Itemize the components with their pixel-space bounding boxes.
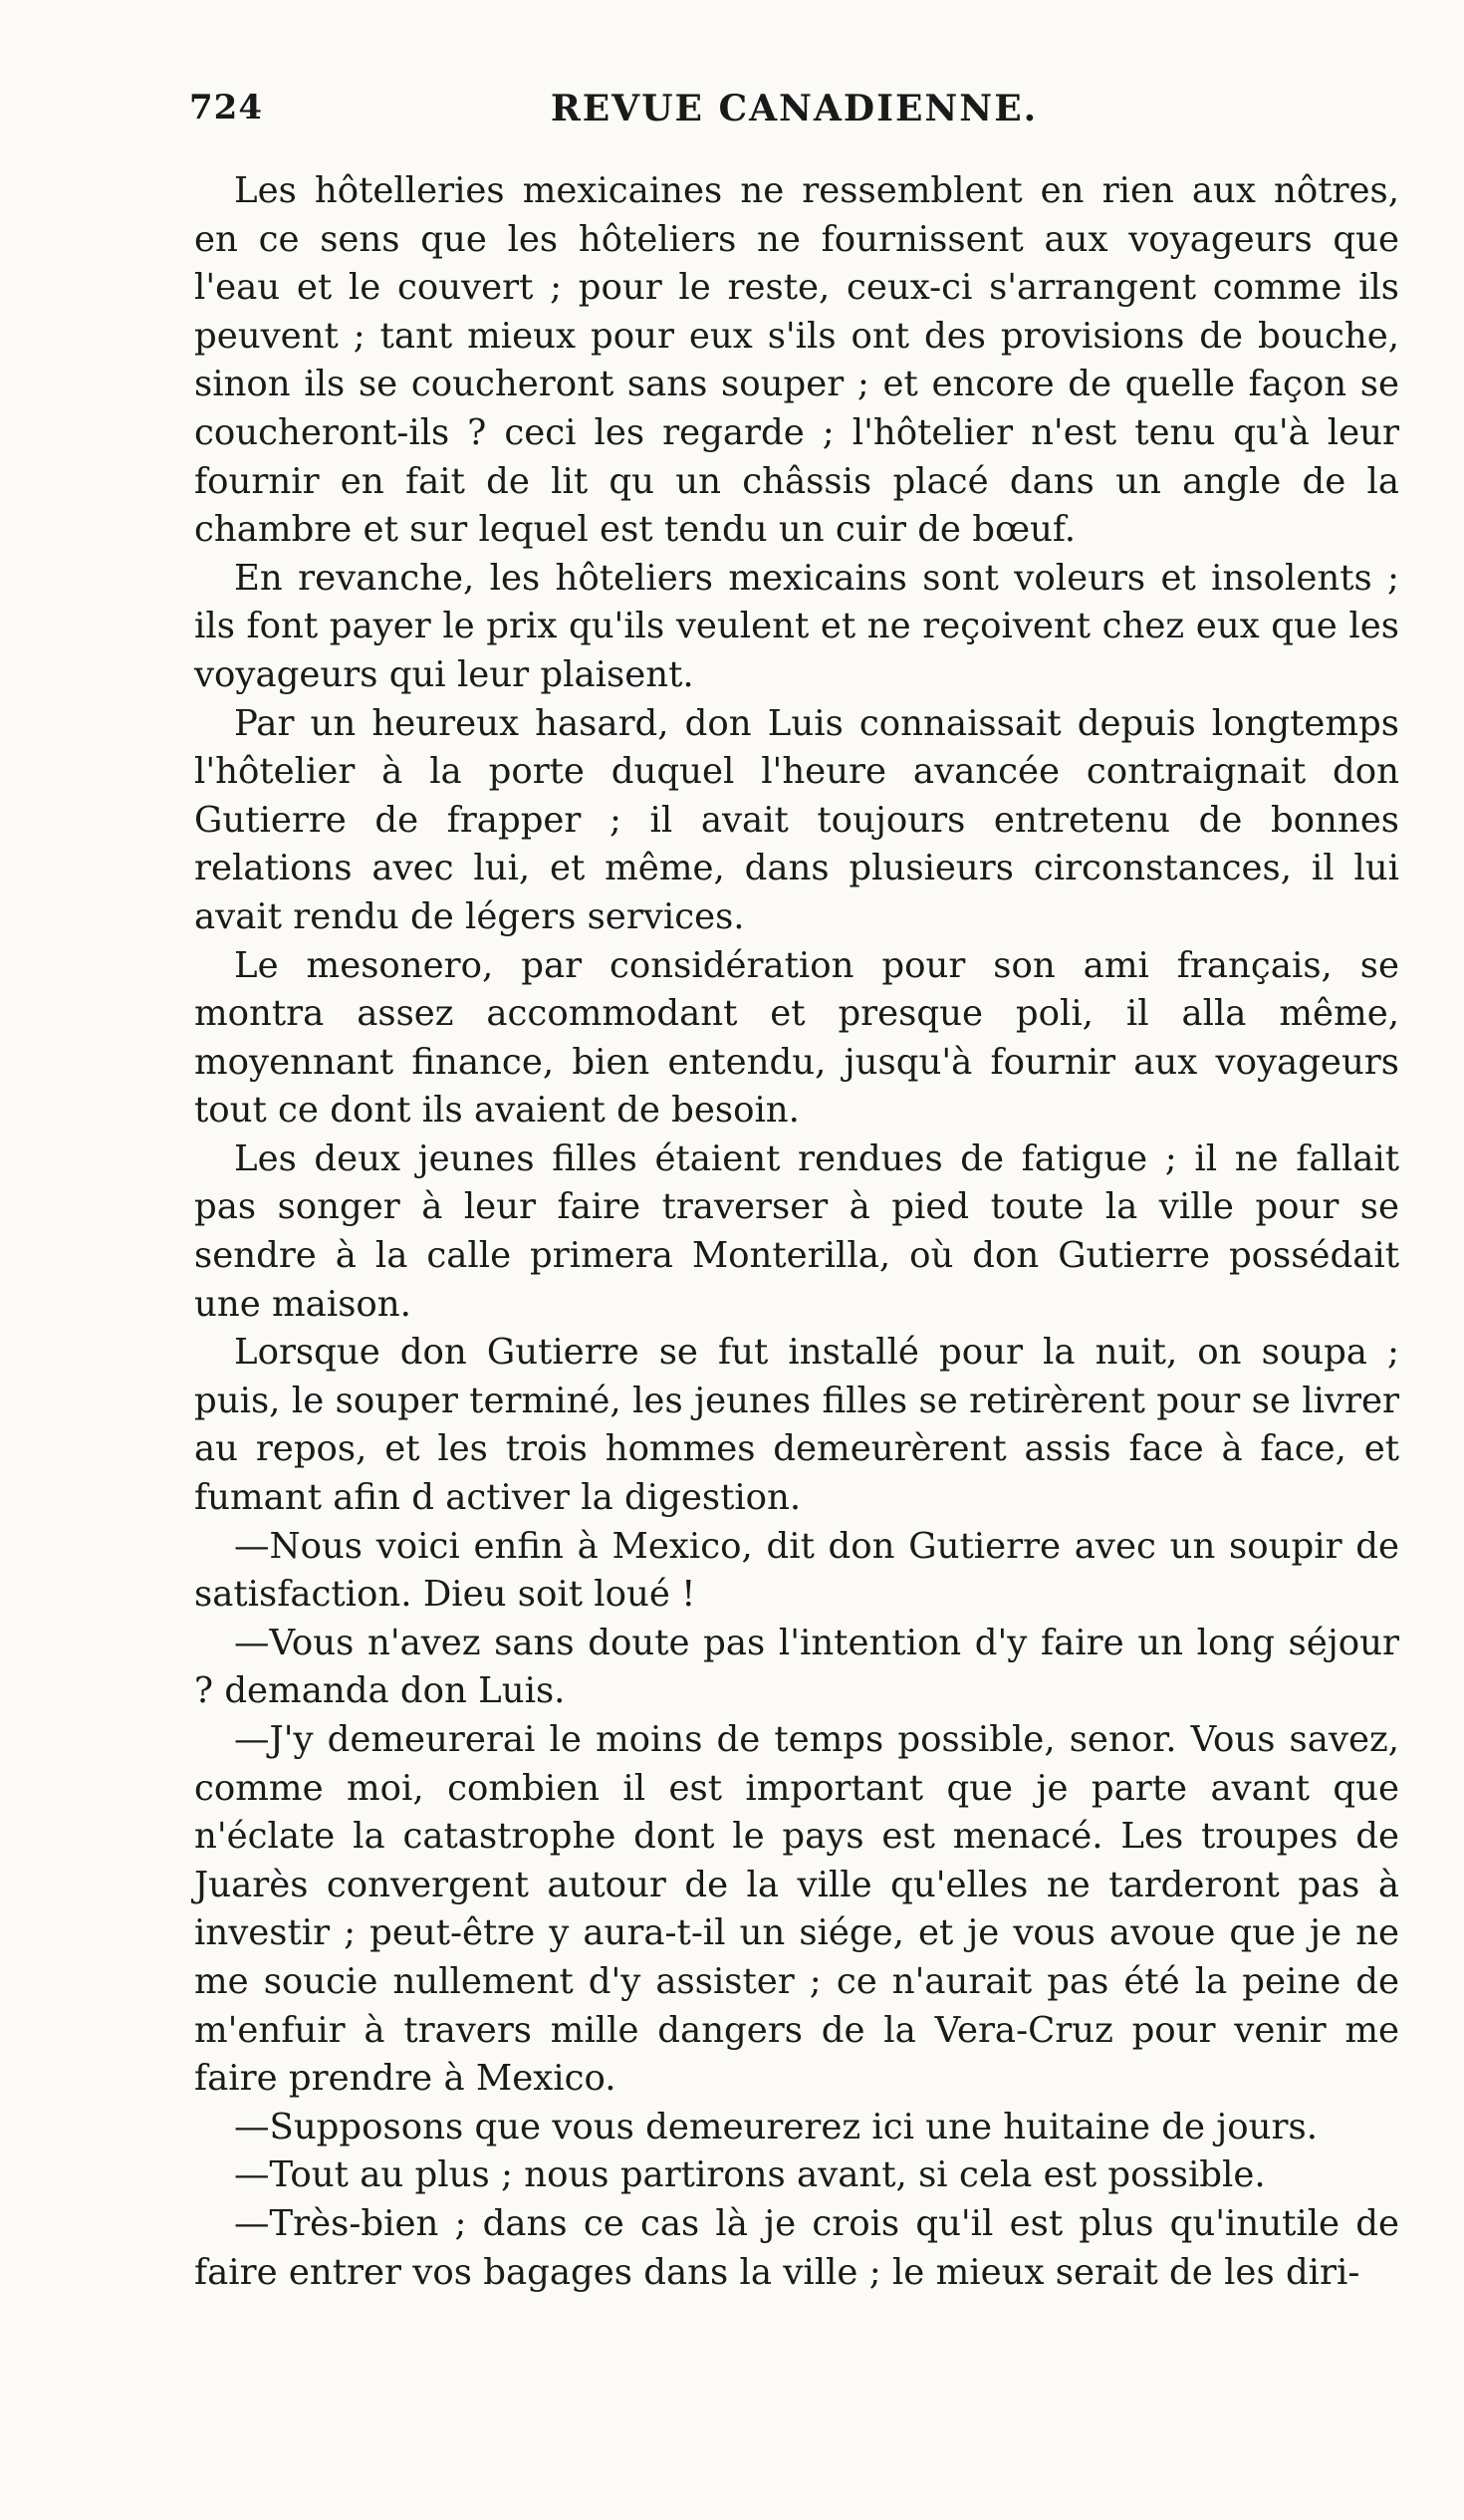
- paragraph: Les hôtelleries mexicaines ne ressemblent en rien aux nôtres, en ce sens que les hôteliers ne fournissent aux voyageurs que l'eau et le couvert ; pour le reste, ceux-ci s'arrangent comme ils peuvent ; tant mieux pour eux s'ils ont des provisions de bouche, sinon ils se coucheront sans souper ; et encore de quelle façon se coucheront-ils ? ceci les regarde ; l'hôtelier n'est tenu qu'à leur fournir en fait de lit qu un châssis placé dans un angle de la chambre et sur lequel est tendu un cuir de bœuf.: [194, 170, 1399, 551]
- running-head: [189, 88, 1399, 137]
- page-number: 724: [189, 88, 263, 127]
- dialogue-paragraph: —Très-bien ; dans ce cas là je crois qu'il est plus qu'inutile de faire entrer vos bagages dans la ville ; le mieux serait de les diri-: [194, 2202, 1399, 2293]
- paragraph: En revanche, les hôteliers mexicains sont voleurs et insolents ; ils font payer le prix qu'ils veulent et ne reçoivent chez eux que les voyageurs qui leur plaisent.: [194, 557, 1399, 695]
- paragraph: Les deux jeunes filles étaient rendues de fatigue ; il ne fallait pas songer à leur faire traverser à pied toute la ville pour se sendre à la calle primera Monterilla, où don Gutierre possédait une maison.: [194, 1137, 1399, 1325]
- body-text: [194, 167, 1399, 2297]
- dialogue-paragraph: —Nous voici enfin à Mexico, dit don Gutierre avec un soupir de satisfaction. Dieu soit loué !: [194, 1525, 1399, 1616]
- paragraph: Lorsque don Gutierre se fut installé pour la nuit, on soupa ; puis, le souper terminé, les jeunes filles se retirèrent pour se livrer au repos, et les trois hommes demeurèrent assis face à face, et fumant afin d activer la digestion.: [194, 1332, 1399, 1519]
- dialogue-paragraph: —Supposons que vous demeurerez ici une huitaine de jours.: [234, 2106, 1319, 2147]
- paragraph: Le mesonero, par considération pour son ami français, se montra assez accommodant et presque poli, il alla même, moyennant finance, bien entendu, jusqu'à fournir aux voyageurs tout ce dont ils avaient de besoin.: [194, 944, 1399, 1132]
- journal-title: REVUE CANADIENNE.: [550, 88, 1039, 129]
- dialogue-paragraph: —Tout au plus ; nous partirons avant, si cela est possible.: [234, 2154, 1266, 2196]
- dialogue-paragraph: —J'y demeurerai le moins de temps possible, senor. Vous savez, comme moi, combien il est important que je parte avant que n'éclate la catastrophe dont le pays est menacé. Les troupes de Juarès convergent autour de la ville qu'elles ne tarderont pas à investir ; peut-être y aura-t-il un siége, et je vous avoue que je ne me soucie nullement d'y assister ; ce n'aurait pas été la peine de m'enfuir à travers mille dangers de la Vera-Cruz pour venir me faire prendre à Mexico.: [194, 1719, 1399, 2100]
- dialogue-paragraph: —Vous n'avez sans doute pas l'intention d'y faire un long séjour ? demanda don Luis.: [194, 1622, 1399, 1712]
- paragraph: Par un heureux hasard, don Luis connaissait depuis longtemps l'hôtelier à la porte duquel l'heure avancée contraignait don Gutierre de frapper ; il avait toujours entretenu de bonnes relations avec lui, et même, dans plusieurs circonstances, il lui avait rendu de légers services.: [194, 702, 1399, 937]
